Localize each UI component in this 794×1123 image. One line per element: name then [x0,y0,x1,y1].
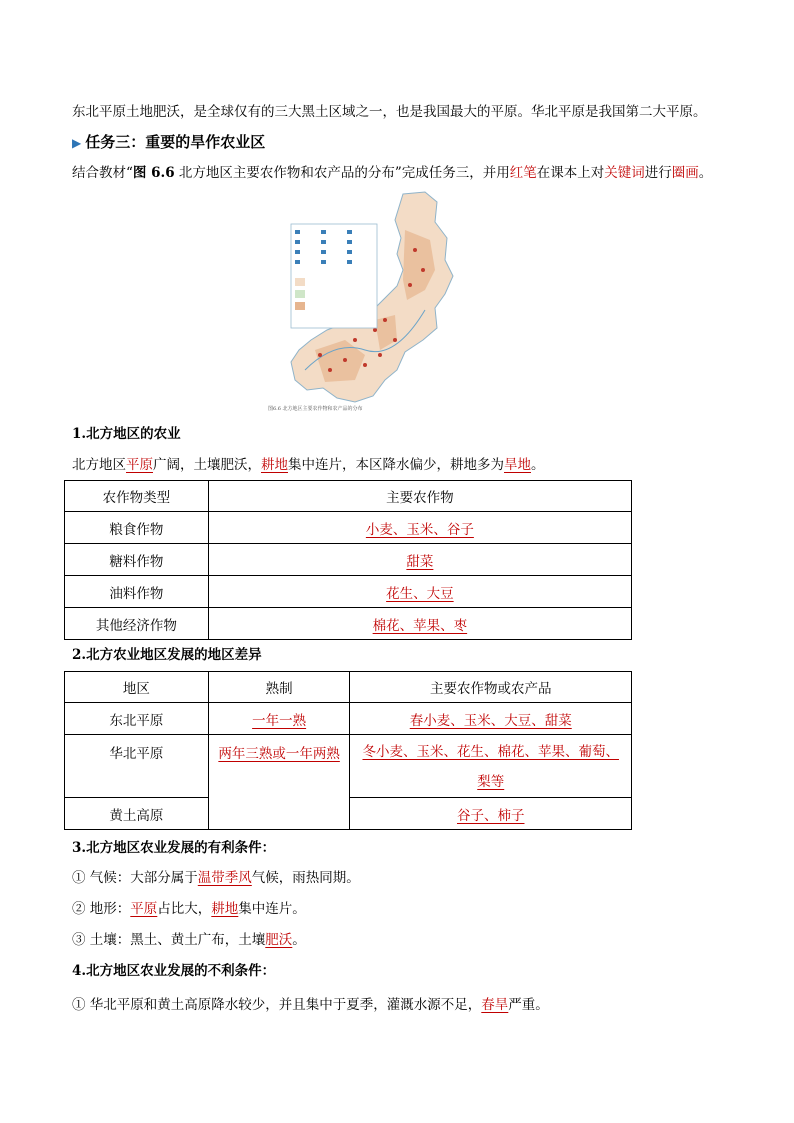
map-caption: 图6.6 北方地区主要农作物和农产品的分布 [268,406,363,412]
unfavorable-condition-1: ① 华北平原和黄土高原降水较少，并且集中于夏季，灌溉水源不足，春旱严重。 [72,997,549,1013]
table-cell: 其他经济作物 [65,608,209,640]
favorable-condition-1: ① 气候：大部分属于温带季风气候，雨热同期。 [72,870,360,886]
section-3-title: 3.北方地区农业发展的有利条件： [72,840,276,856]
favorable-condition-2: ② 地形：平原占比大，耕地集中连片。 [72,901,306,917]
table-cell: 黄土高原 [65,798,209,830]
intro-paragraph: 东北平原土地肥沃，是全球仅有的三大黑土区域之一，也是我国最大的平原。华北平原是我国第二大平原。 [72,104,707,120]
table-header-row [65,481,632,512]
table-row [65,576,632,608]
table-cell-answer: 两年三熟或一年两熟 [218,746,340,762]
table-cell: 粮食作物 [65,512,209,544]
table-header-cell: 农作物类型 [65,481,209,512]
table-cell-answer: 冬小麦、玉米、花生、棉花、苹果、葡萄、 [362,744,619,760]
section-4-title: 4.北方地区农业发展的不利条件： [72,963,276,979]
keyword: 春旱 [481,997,509,1013]
table-row [65,512,632,544]
crop-distribution-map [285,190,455,405]
keyword: 圈画 [671,165,699,181]
keyword: 耕地 [211,901,239,917]
table-cell: 糖料作物 [65,544,209,576]
table-row [65,703,632,735]
keyword: 平原 [130,901,158,917]
table-row [65,544,632,576]
table-header-cell: 主要农作物 [208,481,631,512]
table-row [65,608,632,640]
section-1-title: 1.北方地区的农业 [72,426,181,442]
table-header-cell: 熟制 [208,672,350,703]
table-cell: 华北平原 [65,735,209,798]
table-row [65,735,632,798]
region-difference-table [64,671,632,830]
keyword: 肥沃 [265,932,293,948]
table-cell-answer: 花生、大豆 [386,585,454,602]
table-cell: 油料作物 [65,576,209,608]
triangle-bullet-icon: ▶ [72,136,82,150]
table-cell-answer: 春小麦、玉米、大豆、甜菜 [409,712,572,729]
section-1-paragraph: 北方地区平原广阔，土壤肥沃，耕地集中连片，本区降水偏少，耕地多为旱地。 [72,457,545,473]
crop-type-table [64,480,632,640]
favorable-condition-3: ③ 土壤：黑土、黄土广布，土壤肥沃。 [72,932,306,948]
table-header-cell: 主要农作物或农产品 [350,672,632,703]
keyword: 温带季风 [197,870,252,886]
keyword: 旱地 [504,457,531,473]
task-heading: ▶ 任务三：重要的旱作农业区 [72,133,266,151]
table-cell-answer: 一年一熟 [252,712,307,729]
table-cell: 东北平原 [65,703,209,735]
section-2-title: 2.北方农业地区发展的地区差异 [72,647,262,663]
table-cell-answer: 小麦、玉米、谷子 [365,521,474,538]
keyword: 耕地 [261,457,288,473]
table-cell-answer: 梨等 [477,774,505,790]
table-cell-answer: 甜菜 [406,553,434,570]
table-cell-answer: 棉花、苹果、枣 [372,617,468,634]
task-instruction: 结合教材“图 6.6 北方地区主要农作物和农产品的分布”完成任务三，并用红笔在课本上对关键词进行圈画。 [72,165,713,181]
keyword: 关键词 [604,165,645,181]
table-header-row [65,672,632,703]
map-legend [291,224,377,328]
table-cell-answer: 谷子、柿子 [456,807,525,824]
keyword: 平原 [126,457,153,473]
keyword: 红笔 [509,165,537,181]
table-header-cell: 地区 [65,672,209,703]
